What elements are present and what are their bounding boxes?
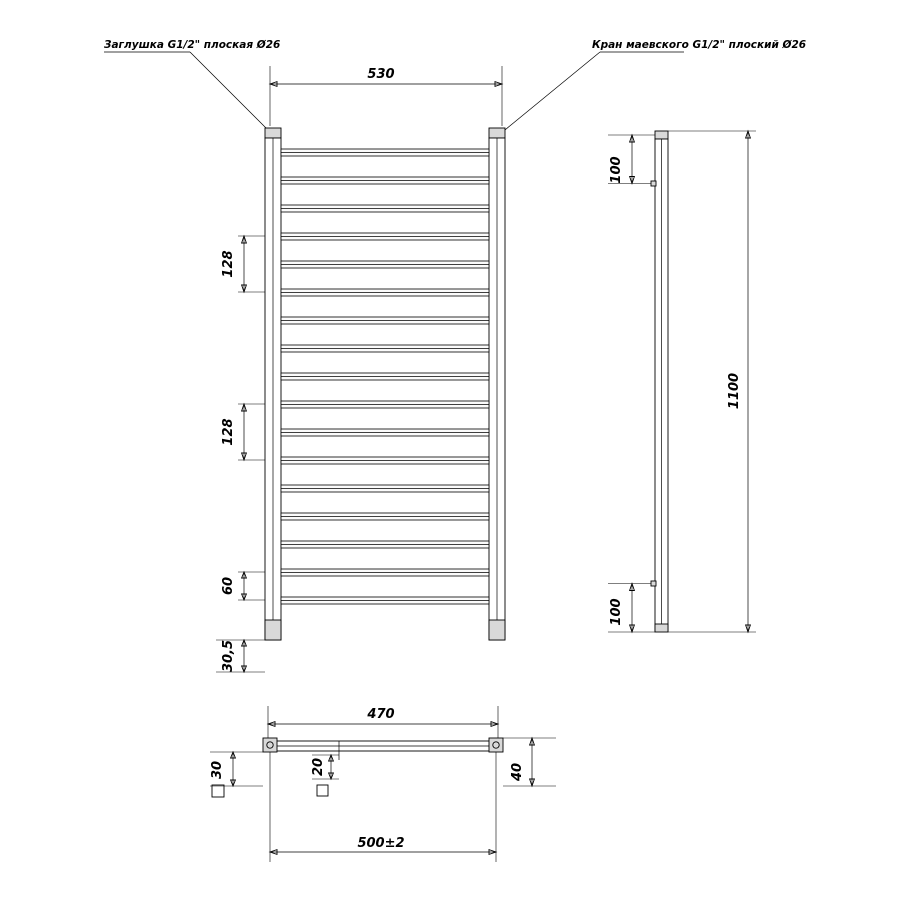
horizontal-rails xyxy=(281,149,489,604)
dim-label-128-upper: 128 xyxy=(221,250,236,278)
dim-height-1100 xyxy=(668,131,756,632)
dim-spacing-60 xyxy=(238,572,265,600)
dim-label-128-lower: 128 xyxy=(221,418,236,446)
right-mount-bracket xyxy=(489,738,503,752)
dim-label-30: 30 xyxy=(210,760,225,780)
dim-label-bottom-100: 100 xyxy=(609,598,624,626)
dim-label-top-100: 100 xyxy=(609,156,624,184)
left-mount-bracket xyxy=(263,738,277,752)
dim-label-530: 530 xyxy=(367,67,395,82)
left-bottom-cap xyxy=(265,620,281,640)
dim-label-40: 40 xyxy=(510,762,525,782)
left-plug-cap xyxy=(265,128,281,138)
dim-label-1100: 1100 xyxy=(727,372,742,410)
dim-label-60: 60 xyxy=(221,576,236,596)
callout-label-left: Заглушка G1/2" плоская Ø26 xyxy=(104,39,281,51)
dim-label-500: 500±2 xyxy=(357,836,405,851)
side-view xyxy=(608,131,756,632)
right-bottom-cap xyxy=(489,620,505,640)
left-profile-square xyxy=(212,785,224,797)
side-top-cap xyxy=(655,131,668,139)
callout-label-right: Кран маевского G1/2" плоский Ø26 xyxy=(592,39,807,51)
side-top-connector xyxy=(651,181,656,186)
side-bottom-cap xyxy=(655,624,668,632)
top-view xyxy=(210,706,556,862)
dim-label-30-5: 30,5 xyxy=(221,639,236,673)
dim-spacing-128-lower xyxy=(238,404,265,460)
front-view xyxy=(216,66,505,672)
dim-spacing-128-upper xyxy=(238,236,265,292)
dim-label-20: 20 xyxy=(311,757,326,777)
callout-leaders xyxy=(104,52,684,134)
side-bottom-connector xyxy=(651,581,656,586)
mid-profile-square xyxy=(317,785,328,796)
dim-label-470: 470 xyxy=(367,707,395,722)
right-valve-cap xyxy=(489,128,505,138)
